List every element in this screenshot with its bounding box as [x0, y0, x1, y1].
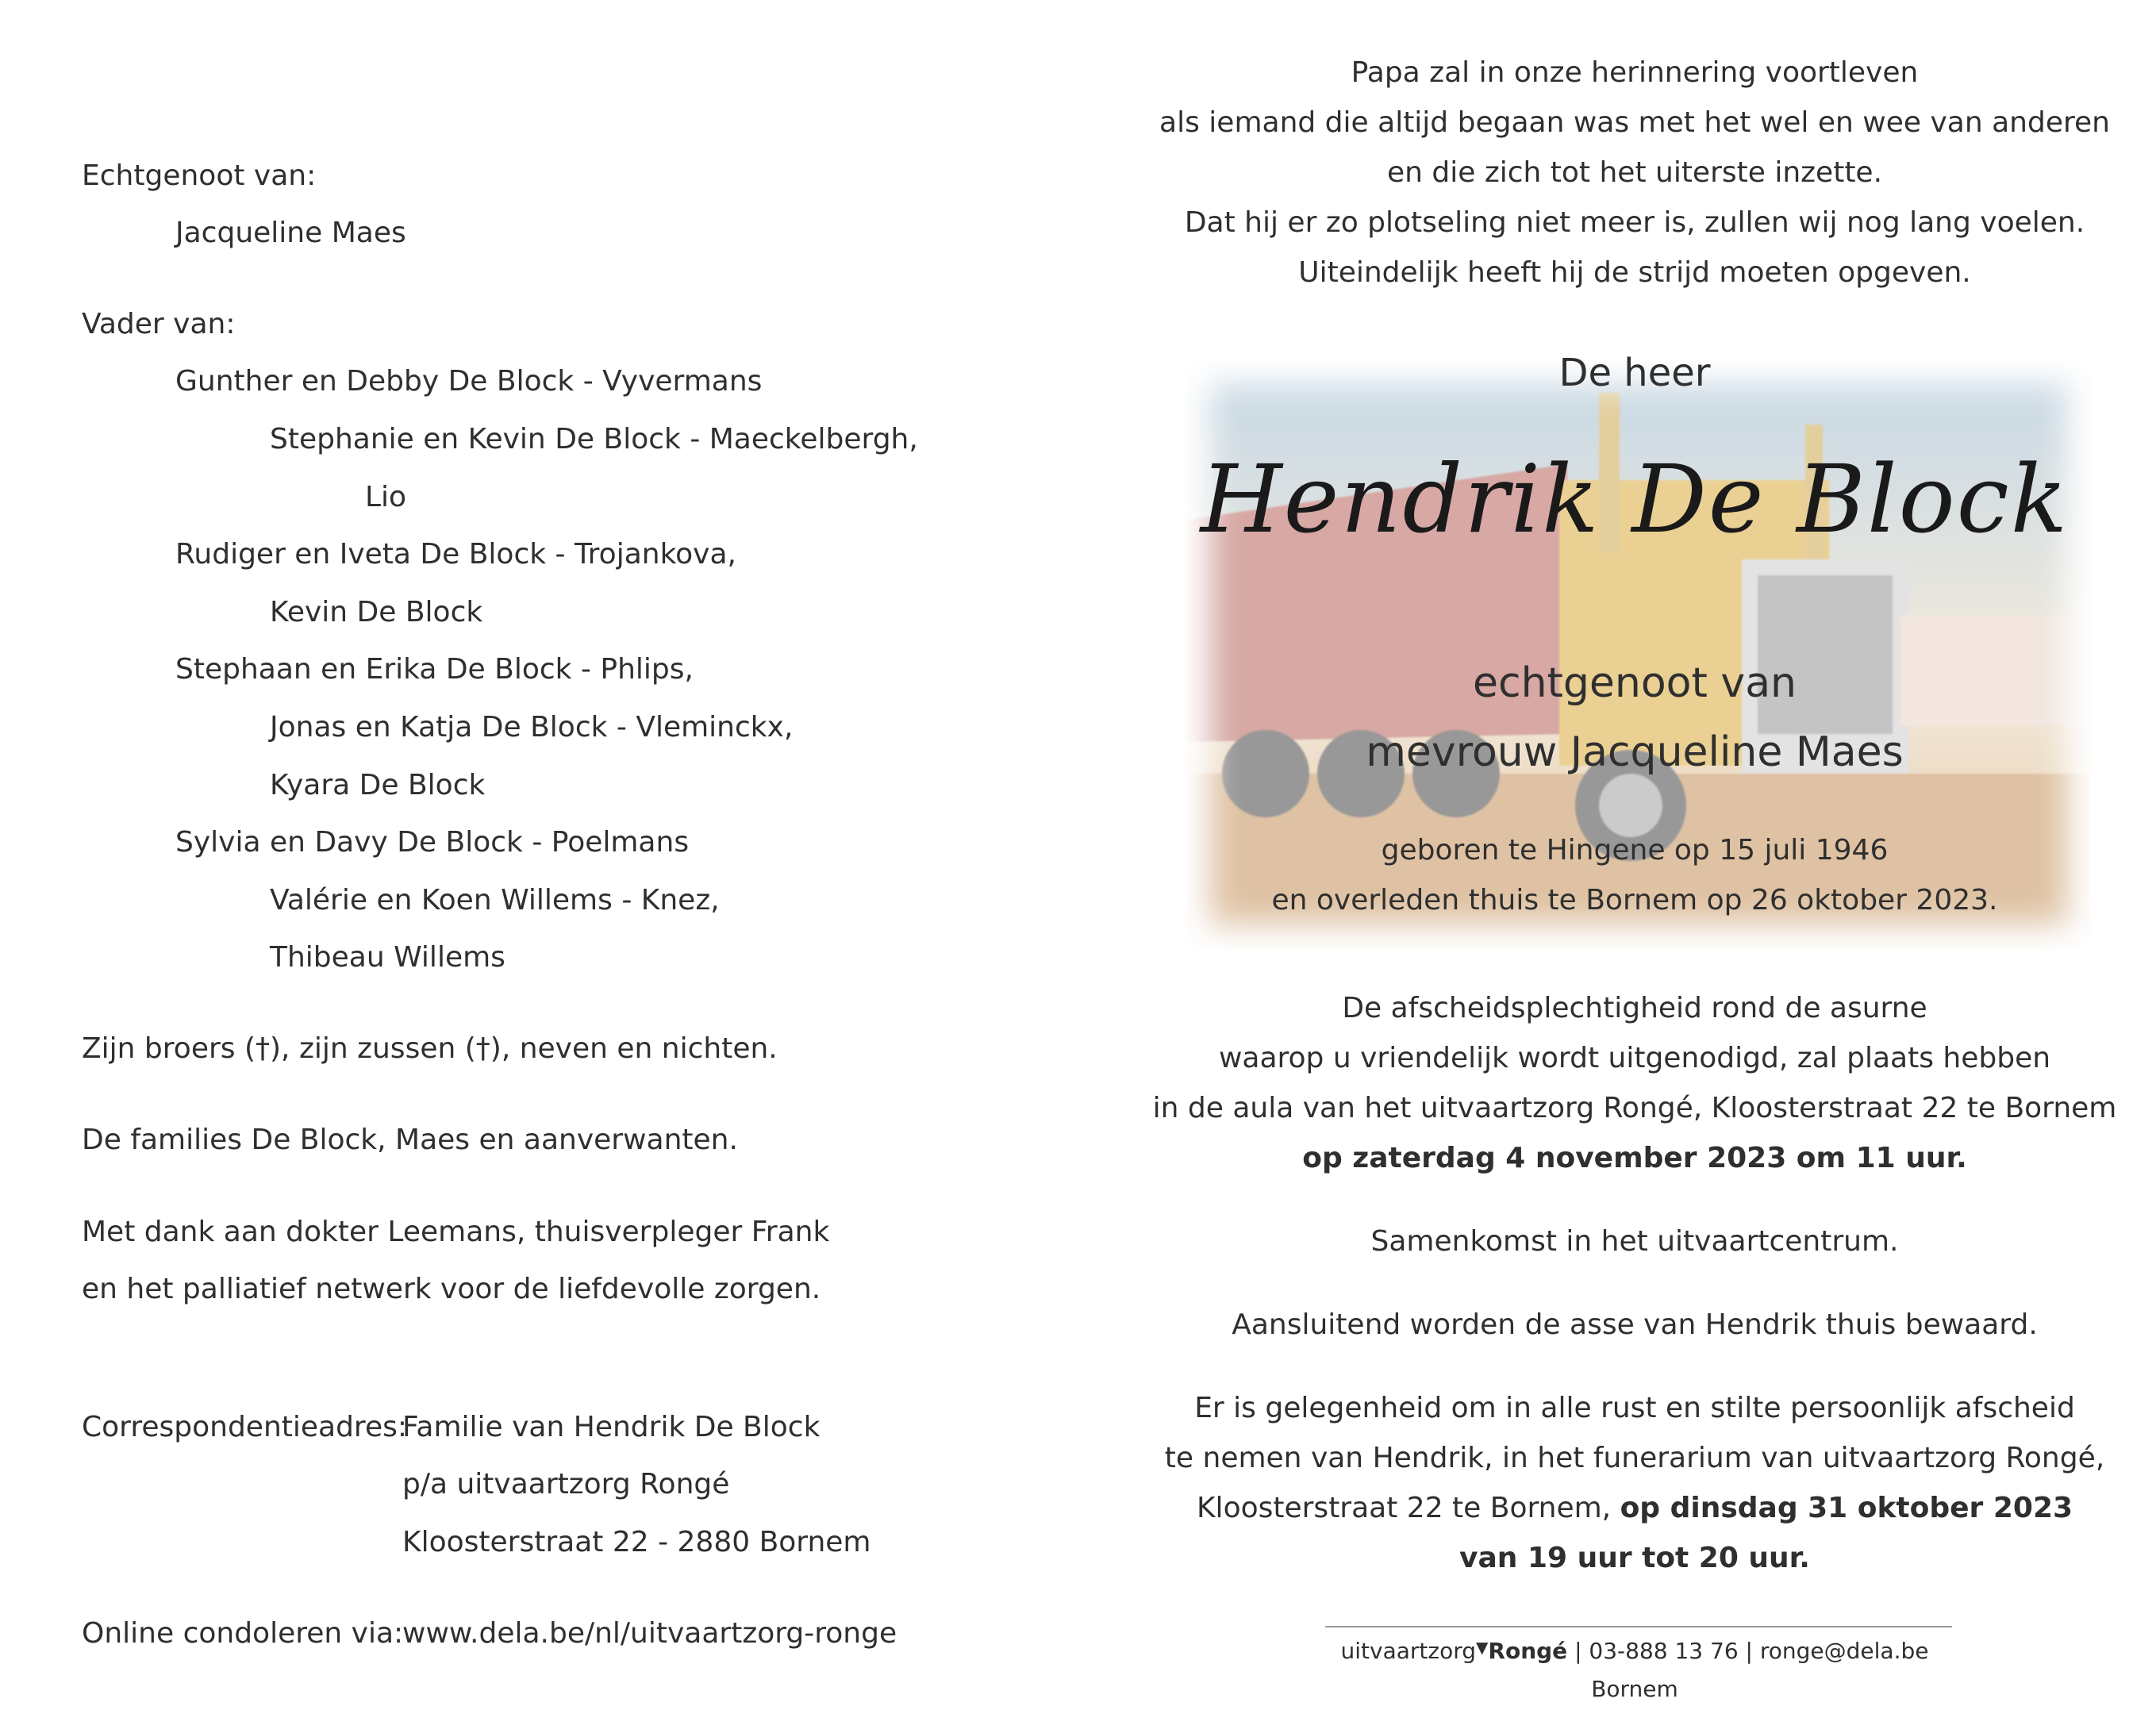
ceremony-line: De afscheidsplechtigheid rond de asurne: [1342, 992, 1927, 1024]
spouse-name: Jacqueline Maes: [175, 217, 406, 249]
family-line: Stephanie en Kevin De Block - Maeckelbergh,: [270, 423, 918, 455]
farewell-line: Er is gelegenheid om in alle rust en stilte persoonlijk afscheid: [1194, 1392, 2075, 1424]
death-line: en overleden thuis te Bornem op 26 oktober 2023.: [1271, 884, 1998, 916]
contact-info: | 03-888 13 76 | ronge@dela.be: [1567, 1638, 1929, 1664]
correspondence-line: Familie van Hendrik De Block: [402, 1411, 821, 1443]
right-page: [1143, 0, 2127, 1733]
correspondence-line: Kloosterstraat 22 - 2880 Bornem: [402, 1526, 871, 1558]
farewell-date: op dinsdag 31 oktober 2023: [1620, 1492, 2073, 1524]
triangle-logo-icon: ▼: [1476, 1638, 1489, 1657]
spouse-of-label: echtgenoot van: [1472, 659, 1797, 707]
poem-line: als iemand die altijd begaan was met het wel en wee van anderen: [1159, 106, 2110, 139]
poem-line: en die zich tot het uiterste inzette.: [1386, 156, 1883, 189]
honorific: De heer: [1558, 351, 1711, 395]
spouse-heading: Echtgenoot van:: [82, 159, 317, 192]
family-line: Jonas en Katja De Block - Vleminckx,: [270, 711, 794, 744]
families-line: De families De Block, Maes en aanverwanten.: [82, 1124, 738, 1156]
poem-line: Papa zal in onze herinnering voortleven: [1351, 56, 1919, 89]
correspondence-line: p/a uitvaartzorg Rongé: [402, 1468, 730, 1501]
family-line: Thibeau Willems: [270, 941, 505, 974]
deceased-name: Hendrik De Block: [1200, 444, 2070, 554]
spouse-name: mevrouw Jacqueline Maes: [1366, 728, 1904, 776]
siblings-line: Zijn broers (†), zijn zussen (†), neven en nichten.: [82, 1032, 778, 1065]
farewell-line: te nemen van Hendrik, in het funerarium van uitvaartzorg Rongé,: [1164, 1442, 2105, 1474]
ashes-line: Aansluitend worden de asse van Hendrik thuis bewaard.: [1232, 1308, 2038, 1341]
family-line: Kyara De Block: [270, 769, 486, 801]
family-line: Kevin De Block: [270, 596, 483, 628]
gathering-line: Samenkomst in het uitvaartcentrum.: [1370, 1225, 1899, 1258]
footer-divider: [1325, 1626, 1952, 1627]
brand-name: Rongé: [1488, 1638, 1568, 1664]
ceremony-date: op zaterdag 4 november 2023 om 11 uur.: [1302, 1142, 1967, 1174]
family-line: Valérie en Koen Willems - Knez,: [270, 884, 720, 916]
online-label: Online condoleren via:: [82, 1617, 404, 1650]
poem-line: Dat hij er zo plotseling niet meer is, zullen wij nog lang voelen.: [1184, 206, 2085, 239]
father-heading: Vader van:: [82, 308, 236, 340]
farewell-place-date: [1143, 1494, 2127, 1523]
poem-line: Uiteindelijk heeft hij de strijd moeten opgeven.: [1298, 256, 1971, 289]
online-url: www.dela.be/nl/uitvaartzorg-ronge: [402, 1617, 897, 1650]
birth-line: geboren te Hingene op 15 juli 1946: [1381, 834, 1889, 866]
correspondence-label: Correspondentieadres:: [82, 1411, 407, 1443]
farewell-time: van 19 uur tot 20 uur.: [1459, 1542, 1810, 1574]
farewell-place: Kloosterstraat 22 te Bornem,: [1196, 1492, 1620, 1524]
brand-prefix: uitvaartzorg: [1340, 1638, 1477, 1664]
ceremony-line: waarop u vriendelijk wordt uitgenodigd, zal plaats hebben: [1218, 1042, 2051, 1074]
funeral-home-line: [1143, 1638, 2127, 1664]
ceremony-line: in de aula van het uitvaartzorg Rongé, Kloosterstraat 22 te Bornem: [1152, 1092, 2117, 1124]
thanks-line: en het palliatief netwerk voor de liefdevolle zorgen.: [82, 1273, 821, 1305]
funeral-home-town: Bornem: [1591, 1676, 1678, 1702]
family-line: Sylvia en Davy De Block - Poelmans: [175, 826, 690, 859]
family-line: Rudiger en Iveta De Block - Trojankova,: [175, 538, 736, 571]
thanks-line: Met dank aan dokter Leemans, thuisverpleger Frank: [82, 1216, 830, 1248]
family-line: Stephaan en Erika De Block - Phlips,: [175, 653, 694, 686]
family-line: Gunther en Debby De Block - Vyvermans: [175, 365, 763, 398]
family-line: Lio: [365, 481, 407, 513]
